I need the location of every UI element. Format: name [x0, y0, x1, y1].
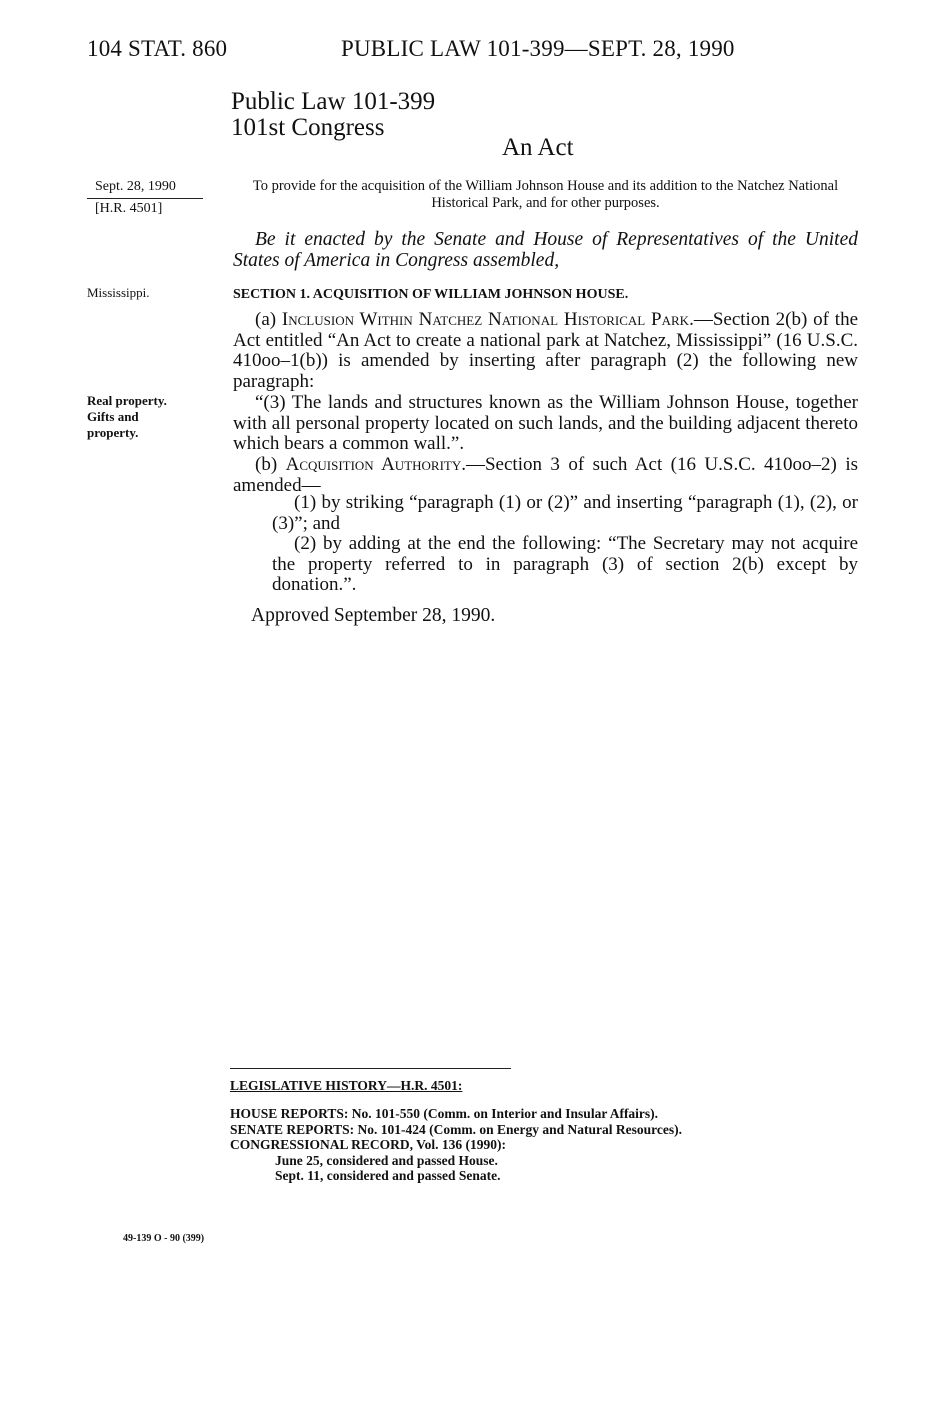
paragraph-b1: (1) by striking “paragraph (1) or (2)” and inserting “paragraph (1), (2), or (3)”; and [272, 492, 858, 534]
subsection-b-heading: Acquisition Authority. [285, 454, 466, 475]
margin-note-line: Gifts and [87, 409, 139, 424]
margin-note-property [87, 393, 167, 441]
margin-bill-number: [H.R. 4501] [95, 201, 163, 216]
legislative-history-heading-text: LEGISLATIVE HISTORY—H.R. 4501: [230, 1078, 463, 1093]
history-event: June 25, considered and passed House. [275, 1152, 498, 1168]
act-purpose: To provide for the acquisition of the William Johnson House and its addition to the Natchez National Historical Park, and for other purposes. [252, 178, 839, 211]
quoted-paragraph-3: “(3) The lands and structures known as the William Johnson House, together with all personal property located on such lands, and the building adjacent thereto which bears a common wall.”. [233, 392, 858, 454]
section-heading: SECTION 1. ACQUISITION OF WILLIAM JOHNSON HOUSE. [233, 287, 629, 302]
margin-date: Sept. 28, 1990 [95, 179, 176, 194]
history-event: Sept. 11, considered and passed Senate. [275, 1168, 501, 1183]
subsection-a-heading: Inclusion Within Natchez National Historical Park. [281, 309, 694, 330]
subsection-b [233, 455, 858, 496]
page-stat-number: 104 STAT. 860 [87, 36, 228, 61]
public-law-number: Public Law 101-399 [231, 88, 436, 115]
approval-date: Approved September 28, 1990. [251, 605, 496, 626]
enacting-clause: Be it enacted by the Senate and House of Representatives of the United States of America in Congress assembled, [233, 229, 858, 271]
subsection-a-label: (a) [255, 309, 282, 330]
subsection-b-label: (b) [255, 454, 286, 475]
footnote-rule [230, 1068, 511, 1069]
subsection-a [233, 310, 858, 392]
subsection-a-text: —Section 2(b) of the Act entitled “An Act to create a national park at Natchez, Mississippi” (16 U.S.C. 410oo–1(b)) is amended by inserting after paragraph (2) the following new paragraph: [233, 309, 859, 392]
house-reports: HOUSE REPORTS: No. 101-550 (Comm. on Interior and Insular Affairs). [230, 1106, 659, 1121]
margin-rule [87, 198, 203, 199]
congressional-record: CONGRESSIONAL RECORD, Vol. 136 (1990): [230, 1137, 507, 1152]
act-title: An Act [502, 134, 574, 161]
margin-note-state: Mississippi. [87, 285, 150, 300]
legislative-history [230, 1106, 682, 1184]
senate-reports: SENATE REPORTS: No. 101-424 (Comm. on Energy and Natural Resources). [230, 1121, 683, 1137]
running-header: PUBLIC LAW 101-399—SEPT. 28, 1990 [341, 36, 735, 61]
subsection-b-text: —Section 3 of such Act (16 U.S.C. 410oo–2) is amended— [233, 454, 858, 496]
paragraph-b2: (2) by adding at the end the following: “The Secretary may not acquire the property referred to in paragraph (3) of section 2(b) except by donation.”. [272, 533, 858, 595]
print-code: 49-139 O - 90 (399) [123, 1233, 205, 1244]
legislative-history-heading [230, 1078, 462, 1094]
congress-number: 101st Congress [231, 114, 385, 141]
margin-note-line: Real property. [87, 393, 167, 408]
margin-note-line: property. [87, 425, 139, 440]
